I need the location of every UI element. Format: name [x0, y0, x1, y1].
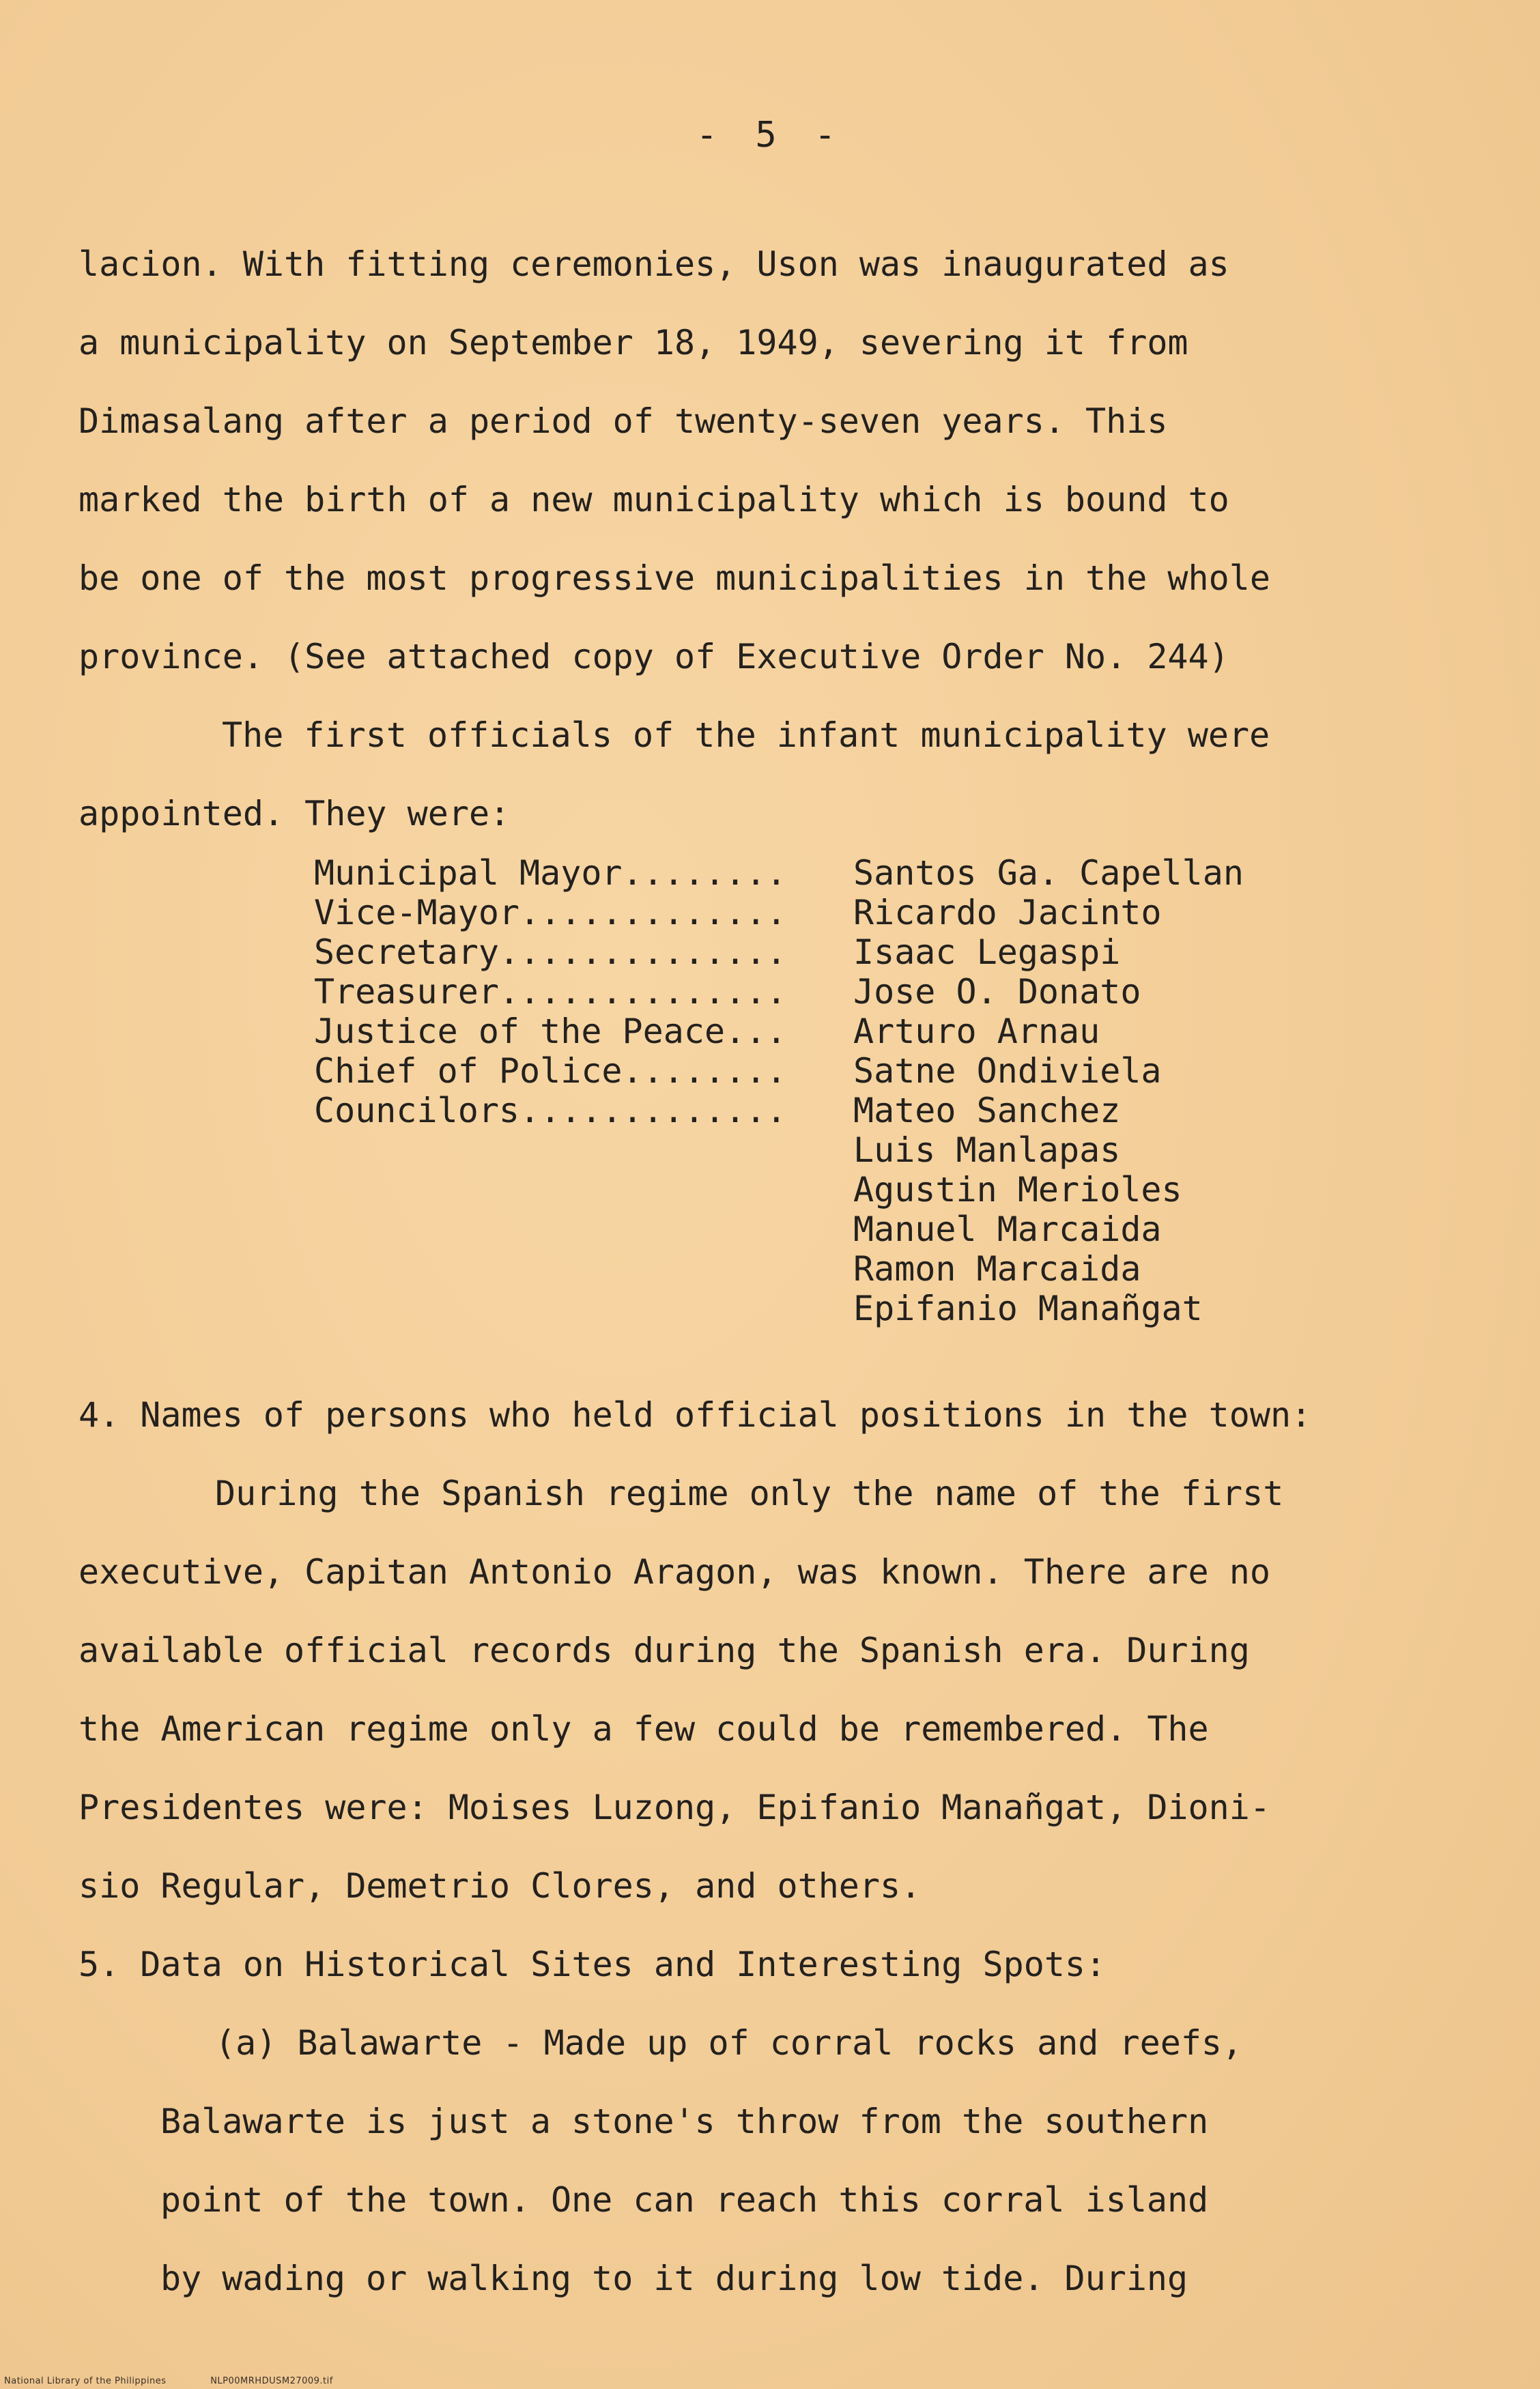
text-line: During the Spanish regime only the name of the first — [215, 1474, 1284, 1513]
official-position: Councilors............. — [314, 1091, 787, 1130]
text-line: appointed. They were: — [79, 794, 511, 833]
official-name: Mateo Sanchez — [853, 1091, 1121, 1130]
text-line: the American regime only a few could be remembered. The — [79, 1709, 1209, 1749]
official-position — [314, 1210, 853, 1249]
official-name: Ramon Marcaida — [853, 1249, 1141, 1289]
text-line: Balawarte is just a stone's throw from the southern — [160, 2102, 1209, 2141]
text-line: be one of the most progressive municipalities in the whole — [79, 558, 1270, 598]
official-position — [314, 1170, 853, 1210]
official-row — [314, 1012, 1471, 1051]
official-name: Ricardo Jacinto — [853, 893, 1162, 932]
paragraph-uson — [79, 225, 1471, 696]
officials-intro — [79, 696, 1471, 853]
official-row — [314, 853, 1471, 893]
official-row — [314, 972, 1471, 1012]
official-row — [314, 1210, 1471, 1249]
official-position: Justice of the Peace... — [314, 1012, 787, 1051]
official-row — [314, 932, 1471, 972]
official-name: Isaac Legaspi — [853, 932, 1121, 972]
text-line: Presidentes were: Moises Luzong, Epifanio Manañgat, Dioni- — [79, 1788, 1270, 1827]
official-row — [314, 1130, 1471, 1170]
text-line: (a) Balawarte - Made up of corral rocks and reefs, — [215, 2023, 1243, 2063]
official-row — [314, 1051, 1471, 1091]
section-5 — [79, 1926, 1471, 2318]
official-position: Vice-Mayor............. — [314, 893, 787, 932]
official-name: Satne Ondiviela — [853, 1051, 1162, 1091]
official-name: Epifanio Manañgat — [853, 1289, 1203, 1328]
official-row — [314, 1249, 1471, 1289]
text-line: province. (See attached copy of Executive Order No. 244) — [79, 637, 1229, 676]
page-number: - 5 - — [696, 115, 844, 156]
official-name: Manuel Marcaida — [853, 1210, 1162, 1249]
section-heading: 5. Data on Historical Sites and Interesting Spots: — [79, 1945, 1107, 1984]
official-name: Arturo Arnau — [853, 1012, 1100, 1051]
official-position — [314, 1249, 853, 1289]
text-line: The first officials of the infant municipality were — [222, 715, 1270, 755]
text-line: lacion. With fitting ceremonies, Uson was inaugurated as — [79, 244, 1229, 284]
official-position: Chief of Police........ — [314, 1051, 787, 1091]
official-position: Secretary.............. — [314, 932, 787, 972]
text-line: marked the birth of a new municipality which is bound to — [79, 480, 1229, 519]
official-row — [314, 1170, 1471, 1210]
scan-footer — [4, 2376, 374, 2386]
official-name: Santos Ga. Capellan — [853, 853, 1244, 893]
official-position: Treasurer.............. — [314, 972, 787, 1012]
library-credit: National Library of the Philippines — [4, 2376, 167, 2386]
text-line: executive, Capitan Antonio Aragon, was known. There are no — [79, 1552, 1270, 1592]
text-line: point of the town. One can reach this corral island — [160, 2180, 1209, 2220]
text-line: a municipality on September 18, 1949, severing it from — [79, 323, 1188, 362]
file-name: NLP00MRHDUSM27009.tif — [210, 2376, 333, 2386]
text-line: sio Regular, Demetrio Clores, and others. — [79, 1866, 922, 1906]
official-position — [314, 1289, 853, 1328]
section-4 — [79, 1376, 1471, 1926]
official-name: Jose O. Donato — [853, 972, 1141, 1012]
text-line: Dimasalang after a period of twenty-seven years. This — [79, 401, 1168, 441]
section-heading: 4. Names of persons who held official positions in the town: — [79, 1395, 1312, 1435]
official-name: Luis Manlapas — [853, 1130, 1121, 1170]
document-body — [79, 225, 1471, 2318]
text-line: by wading or walking to it during low tide. During — [160, 2259, 1188, 2298]
official-position — [314, 1130, 853, 1170]
official-row — [314, 1289, 1471, 1328]
officials-list — [314, 853, 1471, 1328]
text-line: available official records during the Spanish era. During — [79, 1631, 1250, 1670]
official-row — [314, 893, 1471, 932]
official-name: Agustin Merioles — [853, 1170, 1182, 1210]
official-position: Municipal Mayor........ — [314, 853, 787, 893]
official-row — [314, 1091, 1471, 1130]
